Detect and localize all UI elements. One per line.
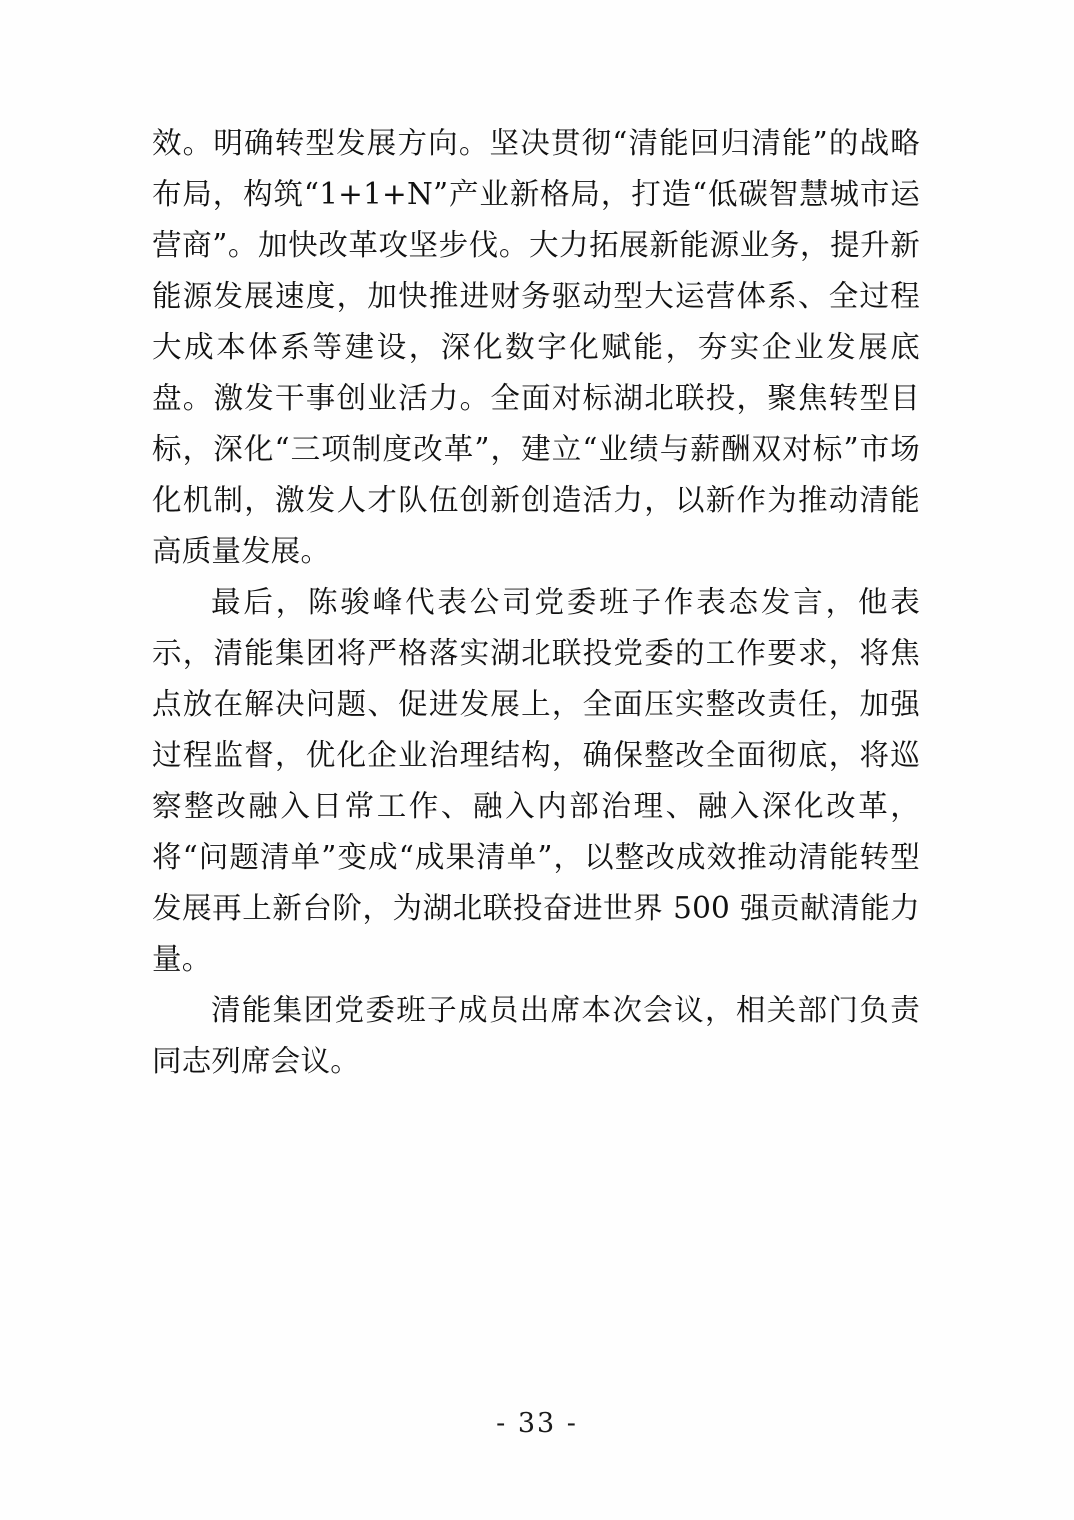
paragraph-1: 效。明确转型发展方向。坚决贯彻“清能回归清能”的战略布局，构筑“1+1+N”产业新格局，打造“低碳智慧城市运营商”。加快改革攻坚步伐。大力拓展新能源业务，提升新能源发展速度，加快推进财务驱动型大运营体系、全过程大成本体系等建设，深化数字化赋能，夯实企业发展底盘。激发干事创业活力。全面对标湖北联投，聚焦转型目标，深化“三项制度改革”，建立“业绩与薪酬双对标”市场化机制，激发人才队伍创新创造活力，以新作为推动清能高质量发展。 — [152, 126, 920, 568]
paragraph-3: 清能集团党委班子成员出席本次会议，相关部门负责同志列席会议。 — [152, 993, 920, 1078]
page-number: - 33 - — [496, 1408, 578, 1439]
paragraph-2: 最后，陈骏峰代表公司党委班子作表态发言，他表示，清能集团将严格落实湖北联投党委的工作要求，将焦点放在解决问题、促进发展上，全面压实整改责任，加强过程监督，优化企业治理结构，确保整改全面彻底，将巡察整改融入日常工作、融入内部治理、融入深化改革，将“问题清单”变成“成果清单”，以整改成效推动清能转型发展再上新台阶，为湖北联投奋进世界 500 强贡献清能力量。 — [152, 585, 920, 976]
document-body — [152, 118, 920, 1087]
